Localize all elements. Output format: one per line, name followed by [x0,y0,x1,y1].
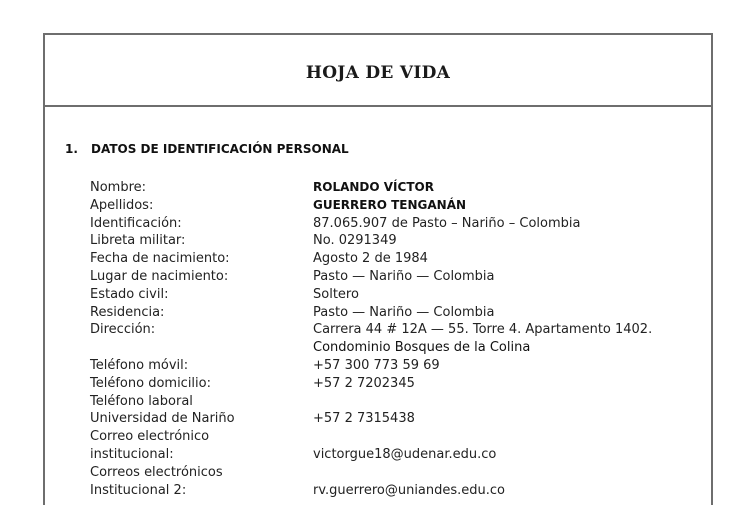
field-row-nombre [90,179,700,197]
field-row-telefono-domicilio [90,375,700,393]
field-row-correo-institucional [90,446,700,464]
field-label: Dirección: [90,322,156,338]
field-value: rv.guerrero@uniandes.edu.co [313,482,506,498]
field-label: institucional: [90,446,174,462]
field-row-residencia [90,304,700,322]
field-label: Teléfono laboral [90,393,193,409]
personal-data-list [90,179,700,499]
field-label: Apellidos: [90,197,154,213]
field-value: Agosto 2 de 1984 [313,251,428,267]
field-value: victorgue18@udenar.edu.co [313,446,497,462]
field-label: Residencia: [90,304,165,320]
field-label: Universidad de Nariño [90,411,235,427]
field-value: No. 0291349 [313,233,397,249]
field-row-correos-electronicos [90,464,700,482]
field-row-apellidos [90,197,700,215]
field-row-identificacion [90,215,700,233]
field-row-correo-electronico [90,428,700,446]
field-value: Soltero [313,286,359,302]
field-row-lugar-nacimiento [90,268,700,286]
field-row-direccion [90,321,700,357]
field-label: Nombre: [90,180,147,195]
field-value: GUERRERO TENGANÁN [313,197,467,212]
field-label: Libreta militar: [90,233,186,249]
field-value: Carrera 44 # 12A — 55. Torre 4. Apartamento 1402. [313,322,653,338]
field-value: Pasto — Nariño — Colombia [313,268,495,284]
field-value: +57 2 7202345 [313,375,415,391]
field-label: Estado civil: [90,286,169,302]
section-number: 1. [65,142,78,156]
field-label: Identificación: [90,215,182,231]
field-value-line2: Condominio Bosques de la Colina [313,340,531,356]
document-title: HOJA DE VIDA [305,63,451,83]
field-row-telefono-movil [90,357,700,375]
title-box [45,35,711,107]
field-value: ROLANDO VÍCTOR [313,180,434,194]
field-label: Teléfono domicilio: [90,375,211,391]
field-row-libreta-militar [90,232,700,250]
field-row-estado-civil [90,286,700,304]
field-row-institucional-2 [90,482,700,500]
field-label: Institucional 2: [90,482,187,498]
field-value: 87.065.907 de Pasto – Nariño – Colombia [313,215,581,231]
section-heading [65,142,349,156]
field-value: +57 300 773 59 69 [313,357,440,373]
field-row-telefono-laboral [90,393,700,411]
field-label: Fecha de nacimiento: [90,251,230,267]
field-label: Lugar de nacimiento: [90,268,229,284]
field-label: Teléfono móvil: [90,357,189,373]
document-page [43,33,713,505]
field-value: Pasto — Nariño — Colombia [313,304,495,320]
field-row-fecha-nacimiento [90,250,700,268]
field-value: +57 2 7315438 [313,411,415,427]
section-title: DATOS DE IDENTIFICACIÓN PERSONAL [91,142,349,156]
field-row-universidad-narino [90,410,700,428]
field-label: Correo electrónico [90,429,210,445]
field-label: Correos electrónicos [90,464,223,480]
